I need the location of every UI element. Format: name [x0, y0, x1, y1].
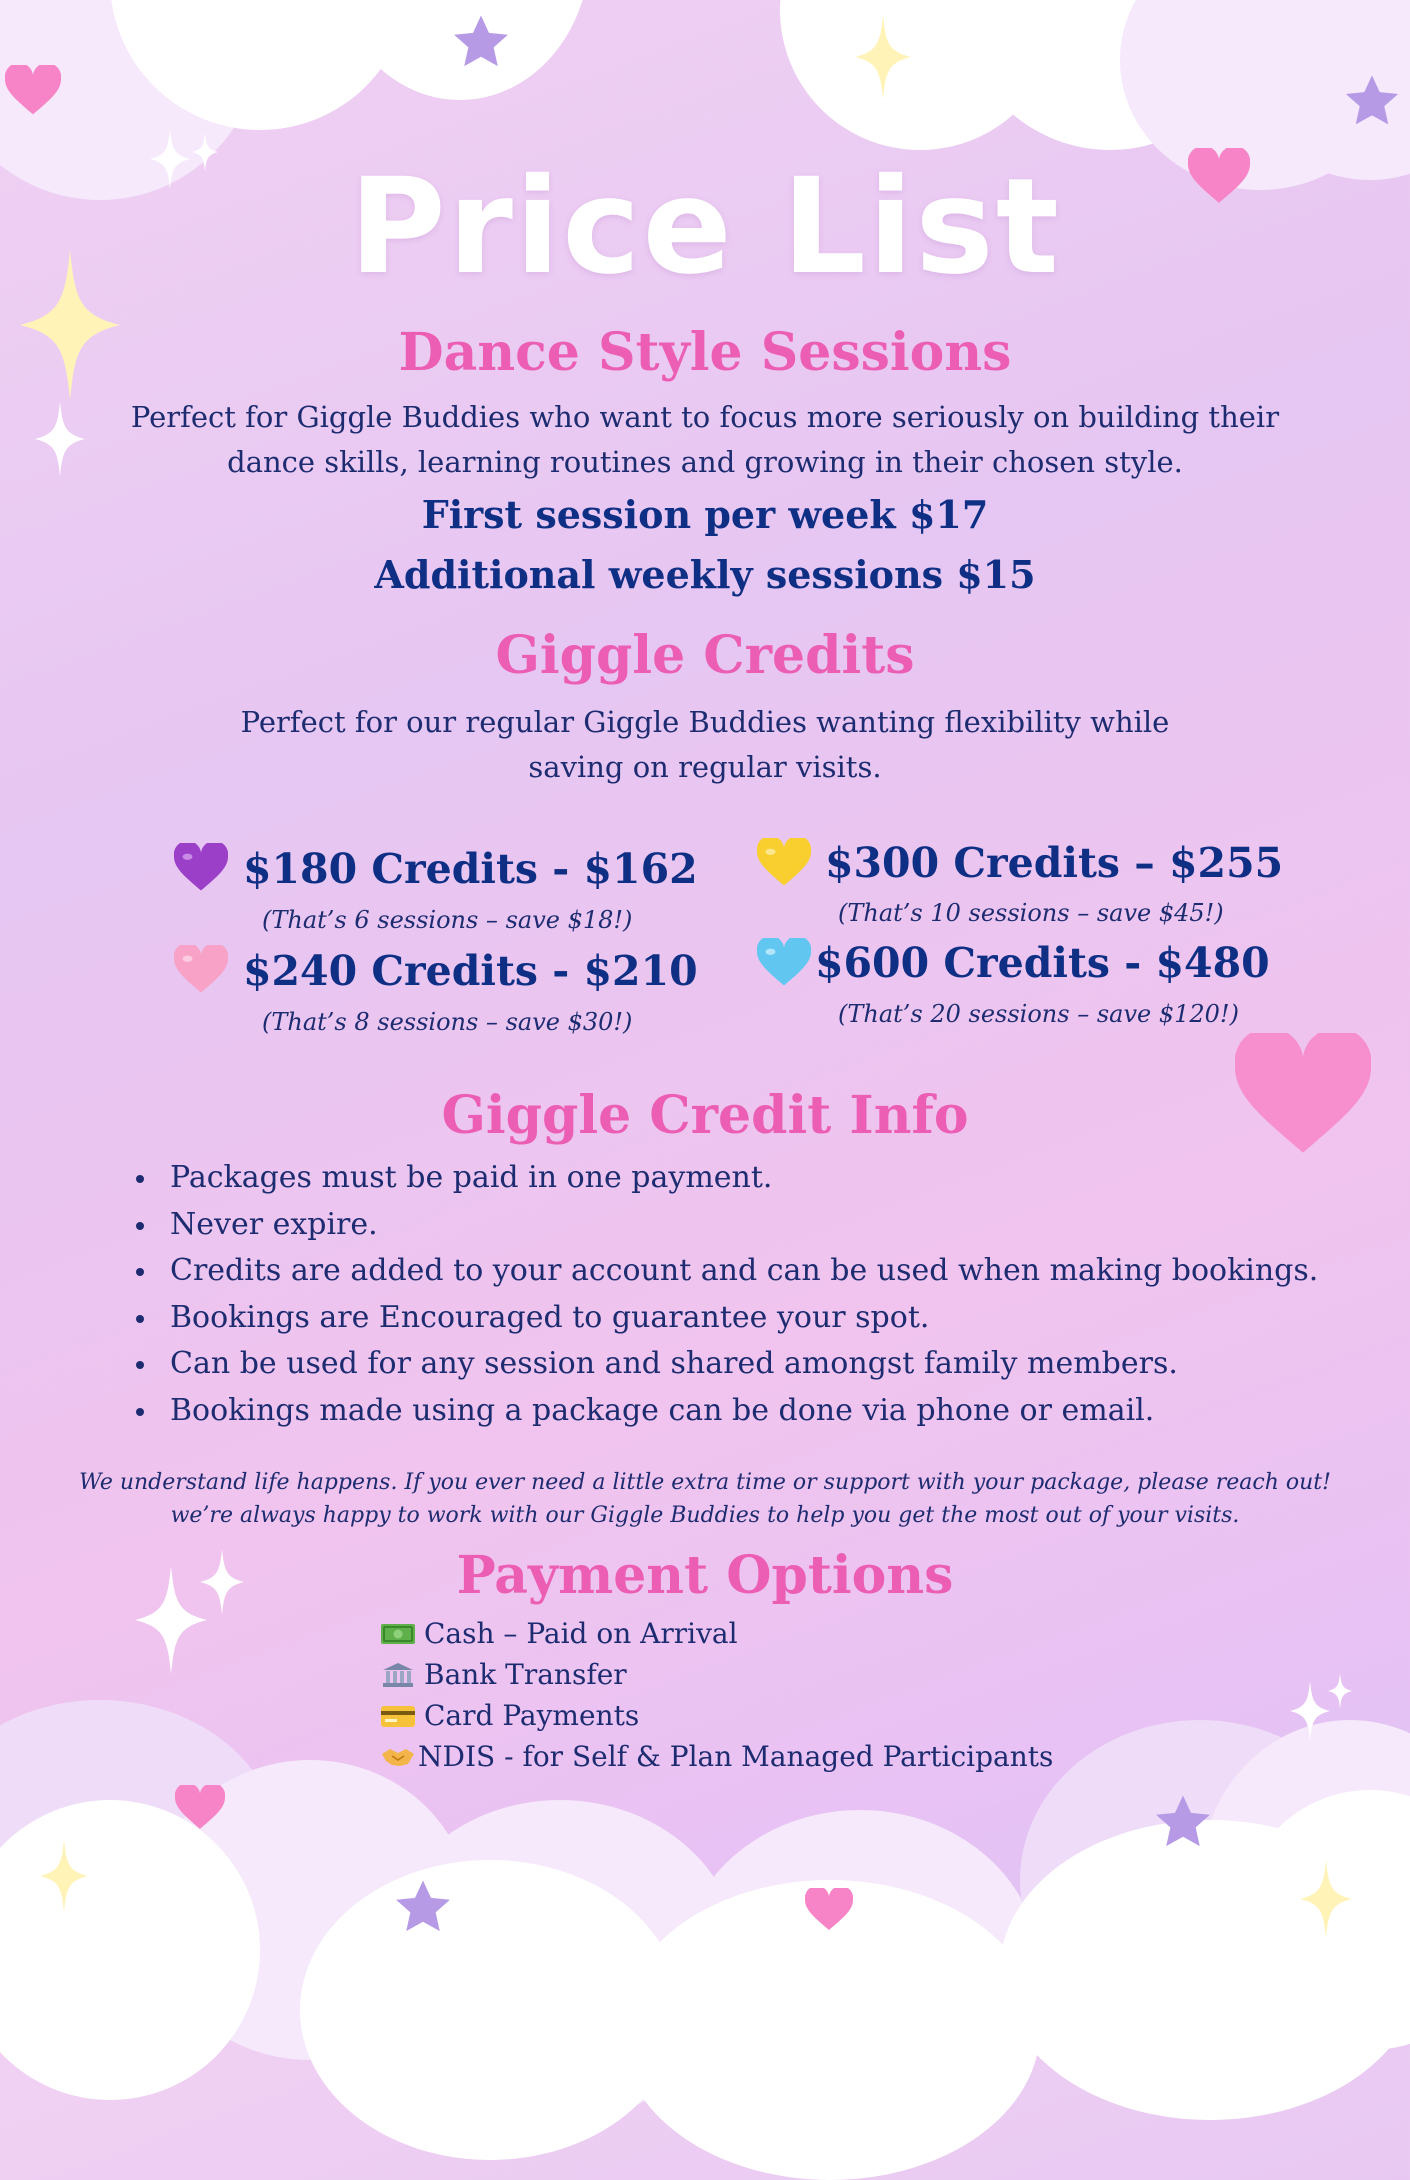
payment-option-label: Card Payments: [424, 1699, 640, 1732]
pink-heart-icon: [174, 945, 228, 995]
payment-option-label: Bank Transfer: [424, 1658, 627, 1691]
list-item: Can be used for any session and shared amongst family members.: [130, 1341, 1318, 1388]
heart-icon: [175, 1785, 225, 1831]
cash-icon: [380, 1621, 416, 1647]
additional-session-price: Additional weekly sessions $15: [374, 552, 1036, 597]
yellow-heart-icon: [757, 838, 811, 888]
purple-heart-icon: [174, 843, 228, 893]
credit-info-list: [130, 1155, 1318, 1434]
bank-icon: [380, 1662, 416, 1688]
list-item: Bookings made using a package can be done via phone or email.: [130, 1388, 1318, 1435]
support-note: [0, 1466, 1410, 1532]
credit-package-240: $240 Credits - $210: [243, 947, 698, 995]
giggle-credits-description: [0, 700, 1410, 790]
dance-sessions-description: [0, 395, 1410, 485]
handshake-icon: [380, 1744, 416, 1770]
credit-package-180: $180 Credits - $162: [243, 845, 698, 893]
payment-option-label: NDIS - for Self & Plan Managed Participants: [418, 1740, 1054, 1773]
credit-package-300-note: (That’s 10 sessions – save $45!): [838, 899, 1224, 927]
credit-package-600: $600 Credits - $480: [815, 939, 1270, 987]
list-item: Packages must be paid in one payment.: [130, 1155, 1318, 1202]
payment-option: [380, 1699, 639, 1732]
page-title: Price List: [349, 150, 1061, 304]
sparkle-icon: [1300, 1860, 1352, 1938]
payment-option: [380, 1617, 738, 1650]
heart-icon: [5, 65, 61, 117]
heart-icon: [805, 1888, 853, 1932]
description-line: Perfect for our regular Giggle Buddies wanting flexibility while: [240, 705, 1170, 739]
payment-options-heading: Payment Options: [456, 1545, 954, 1606]
sparkle-icon: [1290, 1680, 1330, 1742]
sparkle-icon: [1328, 1672, 1352, 1710]
star-icon: [390, 1875, 456, 1941]
support-note-line: we’re always happy to work with our Giggle Buddies to help you get the most out of your visits.: [170, 1503, 1240, 1528]
credit-info-heading: Giggle Credit Info: [441, 1085, 969, 1146]
sparkle-icon: [40, 1840, 88, 1912]
payment-option: [380, 1740, 1053, 1773]
credit-package-600-note: (That’s 20 sessions – save $120!): [838, 1000, 1239, 1028]
description-line: dance skills, learning routines and growing in their chosen style.: [227, 445, 1183, 479]
star-icon: [1340, 70, 1404, 134]
credit-package-300: $300 Credits – $255: [825, 839, 1284, 887]
list-item: Credits are added to your account and can be used when making bookings.: [130, 1248, 1318, 1295]
dance-sessions-heading: Dance Style Sessions: [398, 322, 1012, 383]
description-line: Perfect for Giggle Buddies who want to focus more seriously on building their: [130, 400, 1280, 434]
star-icon: [1150, 1790, 1216, 1856]
giggle-credits-heading: Giggle Credits: [495, 625, 915, 686]
payment-option: [380, 1658, 627, 1691]
star-icon: [448, 10, 514, 76]
blue-heart-icon: [757, 938, 811, 988]
credit-package-180-note: (That’s 6 sessions – save $18!): [262, 906, 633, 934]
sparkle-icon: [855, 15, 911, 99]
description-line: saving on regular visits.: [528, 750, 882, 784]
list-item: Bookings are Encouraged to guarantee your spot.: [130, 1295, 1318, 1342]
first-session-price: First session per week $17: [421, 492, 989, 537]
list-item: Never expire.: [130, 1202, 1318, 1249]
payment-option-label: Cash – Paid on Arrival: [424, 1617, 738, 1650]
support-note-line: We understand life happens. If you ever need a little extra time or support with your package, please reach out!: [79, 1470, 1331, 1495]
card-icon: [380, 1703, 416, 1729]
credit-package-240-note: (That’s 8 sessions – save $30!): [262, 1008, 633, 1036]
